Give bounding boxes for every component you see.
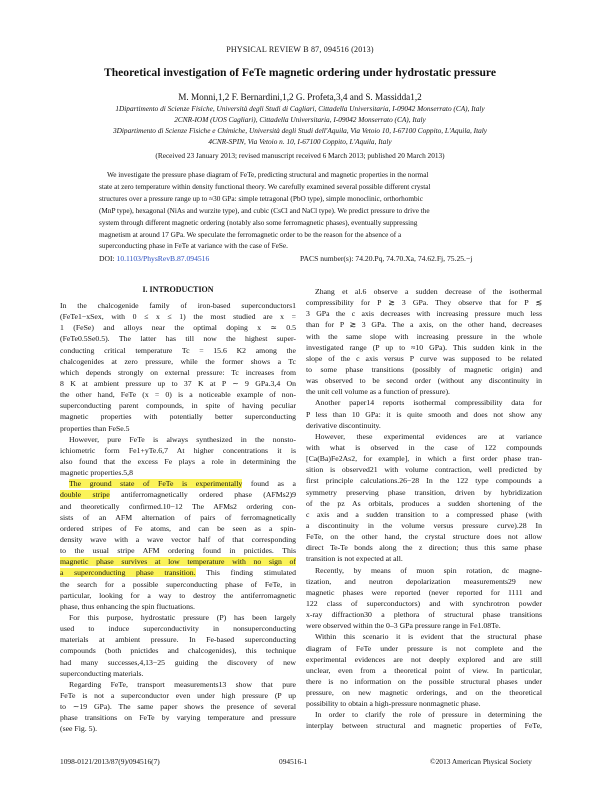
author-list: M. Monni,1,2 F. Bernardini,1,2 G. Profeta,3,4 and S. Massidda1,2 — [178, 92, 422, 102]
text-line: used to induce superconductivity in nonsuperconducting — [60, 624, 296, 634]
doi-label: DOI: — [99, 254, 115, 263]
text-line: interplay between structural and magnetic properties of FeTe, — [306, 721, 542, 731]
text-line: a superconducting phase transition. This finding stimulated — [60, 568, 296, 578]
text-line: phase, thus enhancing the spin fluctuations. — [60, 601, 195, 611]
text-line: sition is observed21 with volume contraction, well predicted by — [306, 465, 542, 475]
abstract-line: magnetism at around 17 GPa. We speculate the ferromagnetic order to be the reason for the absence of a — [99, 230, 402, 239]
pacs-numbers: PACS number(s): 74.20.Pq, 74.70.Xa, 74.62.Fj, 75.25.−j — [300, 254, 473, 263]
received-dates: (Received 23 January 2013; revised manuscript received 6 March 2013; published 20 March 2013) — [155, 151, 445, 160]
text-line: c axis and a sudden transition to a compressed phase (with — [306, 509, 542, 519]
text-line: x-ray diffraction30 a plethora of structural phase transitions — [306, 610, 542, 620]
highlighted-text: The ground state of FeTe is experimentally — [69, 479, 243, 489]
text-line: experimental evidences are not deeply explored and are still — [306, 654, 542, 664]
text-line: magnetic properties.5,8 — [60, 468, 133, 478]
text-line: the search for a possible superconducting phase of FeTe, in — [60, 579, 296, 589]
text-line: of the pz As orbitals, produces a sudden shortening of the — [306, 498, 542, 508]
text-line: The ground state of FeTe is experimentally found as a — [69, 479, 296, 489]
text-line: sists of an AFM alternation of pairs of ferromagnetically — [60, 512, 296, 522]
text-line: (FeTe1−xSex, with 0 ≤ x ≤ 1) the most studied are x = — [60, 312, 296, 322]
highlighted-text: magnetic phase survives at low temperature with no sign of — [60, 557, 296, 567]
abstract-line: superconducting phase in FeTe at variance with the case of FeSe. — [99, 242, 288, 251]
footer-copyright: ©2013 American Physical Society — [430, 757, 532, 766]
text-line: which depends strongly on external pressure: Tc increases from — [60, 367, 296, 377]
text-line: However, pure FeTe is always synthesized in the nonsto- — [69, 434, 296, 444]
text-line: magnetic phases were reported (never reported for 1111 and — [306, 587, 542, 597]
text-line: the other hand, FeTe (x = 0) is a noticeable example of non- — [60, 390, 296, 400]
doi-link[interactable]: 10.1103/PhysRevB.87.094516 — [116, 254, 210, 263]
text-line: However, these experimental evidences are at variance — [315, 431, 542, 441]
affiliation-3: 3Dipartimento di Scienze Fisiche e Chimiche, Università degli Studi dell'Aquila, Via Vetoio 10, I-67100 Coppito, L'Aquila, Italy — [112, 126, 488, 135]
text-line: also found that the excess Fe plays a role in determining the — [60, 456, 296, 466]
text-line: a discontinuity in the volume versus pressure curve).28 In — [306, 520, 542, 530]
text-line: density wave with a wave vector half of that corresponding — [60, 534, 296, 544]
text-line: FeTe is not a superconductor even under high pressure (P up — [60, 690, 296, 700]
doi-line — [99, 254, 209, 263]
text-line: For this purpose, hydrostatic pressure (P) has been largely — [69, 612, 296, 622]
text-line: [Ca(Ba)Fe2As2, for example], in which a first order phase tran- — [306, 454, 542, 464]
text-line: investigated range (P up to ≈10 GPa). This sudden kink in the — [306, 342, 542, 352]
text-line: 122 class of superconductors) and with synchrotron powder — [306, 598, 542, 608]
highlighted-text: a superconducting phase transition. — [60, 568, 196, 578]
text-line: to ∼19 GPa). The same paper shows the presence of several — [60, 702, 296, 712]
text-line: with the same slope with increasing pressure in the whole — [306, 331, 542, 341]
left-column — [60, 300, 296, 734]
text-line: FeTe, on the other hand, the crystal structure does not allow — [306, 532, 542, 542]
text-line: with what is observed in the case of 122 compounds — [306, 442, 542, 452]
text-line: and theoretically confirmed.10−12 The AFMs2 ordering con- — [60, 501, 296, 511]
text-line: unclear, even from a theoretical point of view. In particular, — [306, 665, 542, 675]
text-line: In order to clarify the role of pressure in determining the — [315, 710, 542, 720]
text-line: the unit cell volume as a function of pressure). — [306, 387, 450, 397]
text-line: magnetic properties with potentially better superconducting — [60, 412, 296, 422]
text-line: compressibility for P ≳ 3 GPa. They observe that for P ≲ — [306, 298, 542, 308]
text-line: double stripe antiferromagnetically ordered phase (AFMs2)9 — [60, 490, 296, 500]
text-line: compounds (both pnictides and chalcogenides), this technique — [60, 646, 296, 656]
section-heading: I. INTRODUCTION — [142, 285, 214, 294]
text-line: materials at ambient pressure. In Fe-based superconducting — [60, 635, 296, 645]
text-line: properties than FeSe.5 — [60, 423, 130, 433]
text-line: 1 (FeSe) and alloys near the optimal doping x ≃ 0.5 — [60, 323, 296, 333]
affiliation-1: 1Dipartimento di Scienze Fisiche, Università degli Studi di Cagliari, Cittadella Universitaria, I-09042 Monserrato (CA), Italy — [115, 104, 485, 113]
text-line: conducting critical temperature Tc = 15.6 K2 among the — [60, 345, 296, 355]
text-line: Zhang et al.6 observe a sudden decrease of the isothermal — [315, 287, 542, 296]
text-line: ichiometric form Fe1+yTe.6,7 At higher concentrations it is — [60, 445, 296, 455]
text-line: phase transitions on FeTe by varying temperature and pressure — [60, 713, 296, 723]
text-line: first principle calculations.26−28 In the 122 type compounds a — [306, 476, 542, 486]
text-line: ordered stripes of Fe atoms, and can be seen as a spin- — [60, 523, 296, 533]
text-line: 3 GPa the c axis decreases with increasing pressure much less — [306, 309, 542, 319]
text-line: particular, looking for a way to destroy the antiferromagnetic — [60, 590, 296, 600]
text-line: derivative discontinuity. — [306, 420, 381, 430]
text-line: symmetry preserving phase transition, driven by hybridization — [306, 487, 542, 497]
text-line — [60, 556, 296, 567]
text-line: (see Fig. 5). — [60, 724, 98, 734]
text-line: Within this scenario it is evident that the structural phase — [315, 632, 542, 642]
abstract-line: state at zero temperature within density functional theory. We carefully examined several possible different crystal — [99, 182, 431, 191]
journal-header: PHYSICAL REVIEW B 87, 094516 (2013) — [226, 45, 374, 54]
text-line: possibility to obtain a high-pressure nonmagnetic phase. — [306, 699, 481, 709]
text-line: than for P ≳ 3 GPa. The a axis, on the other hand, decreases — [306, 320, 542, 330]
text-line: to the usual stripe AFM ordering found in pnictides. This — [60, 546, 296, 556]
paper-title: Theoretical investigation of FeTe magnetic ordering under hydrostatic pressure — [103, 66, 497, 79]
affiliation-4: 4CNR-SPIN, Via Vetoio n. 10, I-67100 Coppito, L'Aquila, Italy — [208, 137, 392, 146]
highlighted-text: double stripe — [60, 490, 110, 500]
footer-issn: 1098-0121/2013/87(9)/094516(7) — [60, 757, 160, 766]
text-line: Recently, by means of muon spin rotation, dc magne- — [315, 565, 542, 575]
text-line: Another paper14 reports isothermal compressibility data for — [315, 398, 542, 408]
text-line: 8 K at ambient pressure up to 37 K at P ∼ 9 GPa.3,4 On — [60, 378, 296, 388]
text-line: (FeTe0.5Se0.5). The latter has till now the highest super- — [60, 334, 296, 344]
text-line: was observed to be second order (without any discontinuity in — [306, 376, 542, 386]
abstract-line: structures over a pressure range up to ≈30 GPa: simple tetragonal (PbO type), simple monoclinic, orthorhombic — [99, 194, 423, 203]
text-line: were observed within the 0–3 GPa pressure range in Fe1.08Te. — [306, 621, 501, 631]
text-line: chalcogenides at zero pressure, while the former shows a Tc — [60, 356, 296, 366]
text-line: superconducting parent compounds, in spite of having peculiar — [60, 401, 296, 411]
text-line: tization, and neutron depolarization measurements29 new — [306, 576, 542, 586]
text-line: pressure, on new magnetic orderings, and on the theoretical — [306, 688, 542, 698]
affiliation-2: 2CNR-IOM (UOS Cagliari), Cittadella Universitaria, I-09042 Monserrato (CA), Italy — [174, 115, 426, 124]
text-line: direct Te-Te bonds along the z direction; thus this same phase — [306, 543, 542, 553]
text-line: had many successes,4,13−25 guiding the discovery of new — [60, 657, 296, 667]
abstract — [99, 170, 501, 253]
text-line: P less than 10 GPa: it is quite smooth and does not show any — [306, 409, 542, 419]
text-line: there is no information on the possible structural phases under — [306, 676, 542, 686]
text-line: diagram of FeTe under pressure is not complete and the — [306, 643, 542, 653]
text-line: Regarding FeTe, transport measurements13 show that pure — [69, 679, 296, 689]
right-column — [306, 286, 542, 732]
abstract-line: system through different magnetic ordering (notably also some ferromagnetic phases), eventually suppressing — [99, 218, 418, 227]
abstract-line: (MnP type), hexagonal (NiAs and wurzite type), and cubic (CsCl and NaCl type). We predict pressure to drive the — [99, 206, 430, 215]
text-line: to some phase transitions (possibly of magnetic origin) and — [306, 364, 542, 374]
text-line: superconducting materials. — [60, 668, 144, 678]
text-line: transition is not expected at all. — [306, 554, 403, 564]
text-line: slope of the c axis versus P curve was supposed to be related — [306, 353, 542, 363]
footer-page-number: 094516-1 — [279, 757, 308, 766]
text-line: In the chalcogenide family of iron-based superconductors1 — [60, 301, 296, 310]
abstract-line: We investigate the pressure phase diagram of FeTe, predicting structural and magnetic properties in the normal — [107, 171, 429, 179]
